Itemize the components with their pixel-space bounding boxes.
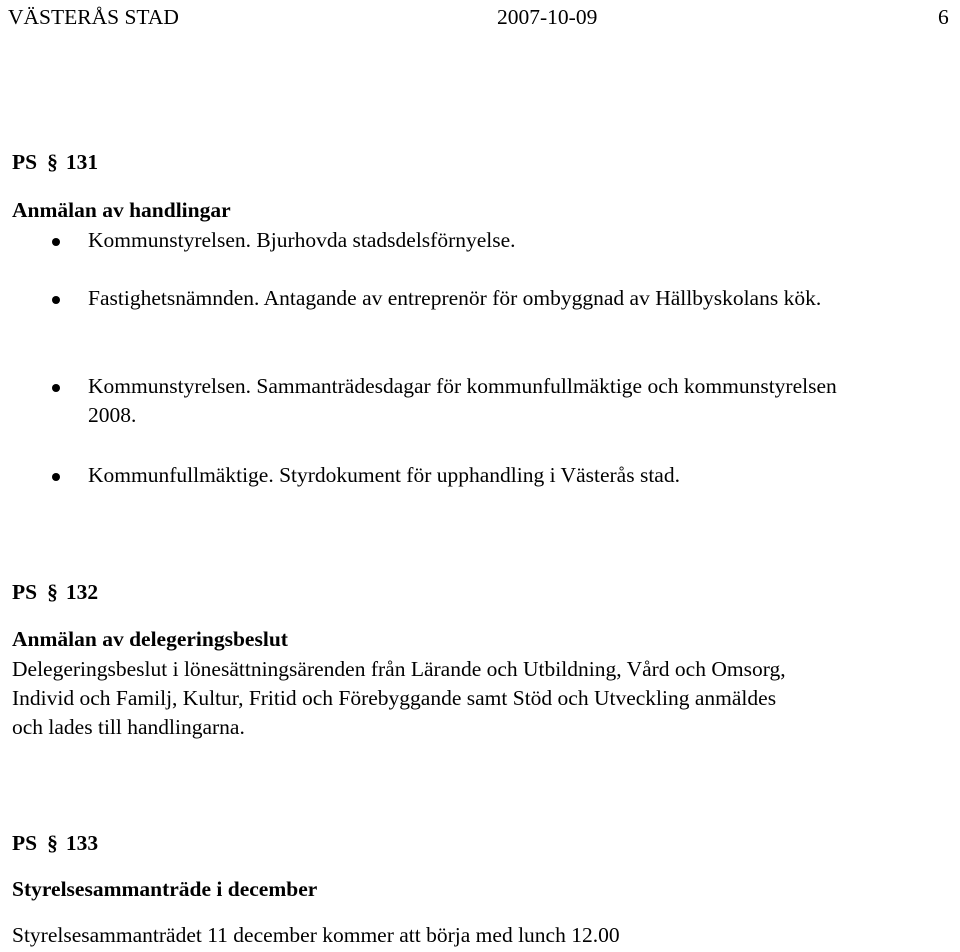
section-heading-133 (12, 829, 98, 858)
section-number: 132 (65, 580, 99, 604)
section-sign: § (47, 150, 58, 174)
section-heading-131 (12, 148, 98, 177)
list-item-text: Kommunfullmäktige. Styrdokument för upphandling i Västerås stad. (88, 463, 680, 487)
paragraph-line: och lades till handlingarna. (12, 715, 245, 739)
ps-label: PS (12, 150, 38, 174)
header-date: 2007-10-09 (497, 5, 598, 29)
page-number: 6 (938, 5, 949, 29)
section-heading-132 (12, 578, 98, 607)
paragraph-line: Individ och Familj, Kultur, Fritid och Förebyggande samt Stöd och Utveckling anmäldes (12, 686, 777, 710)
section-number: 131 (65, 150, 99, 174)
section-title-132: Anmälan av delegeringsbeslut (12, 627, 288, 651)
section-sign: § (47, 580, 58, 604)
header-organization: VÄSTERÅS STAD (8, 5, 179, 29)
section-sign: § (47, 831, 58, 855)
bullet-icon (52, 473, 60, 481)
paragraph-line: Delegeringsbeslut i lönesättningsärenden från Lärande och Utbildning, Vård och Omsorg, (12, 657, 786, 681)
section-title-133: Styrelsesammanträde i december (12, 877, 318, 901)
list-item-text: Fastighetsnämnden. Antagande av entreprenör för ombyggnad av Hällbyskolans kök. (88, 286, 822, 310)
bullet-icon (52, 296, 60, 304)
bullet-icon (52, 238, 60, 246)
list-item-text: Kommunstyrelsen. Bjurhovda stadsdelsförnyelse. (88, 228, 516, 252)
bullet-icon (52, 384, 60, 392)
ps-label: PS (12, 580, 38, 604)
section-title-131: Anmälan av handlingar (12, 198, 231, 222)
ps-label: PS (12, 831, 38, 855)
section-number: 133 (65, 831, 99, 855)
paragraph-line: Styrelsesammanträdet 11 december kommer att börja med lunch 12.00 (12, 923, 620, 947)
list-item-text: Kommunstyrelsen. Sammanträdesdagar för kommunfullmäktige och kommunstyrelsen 2008. (88, 374, 837, 427)
